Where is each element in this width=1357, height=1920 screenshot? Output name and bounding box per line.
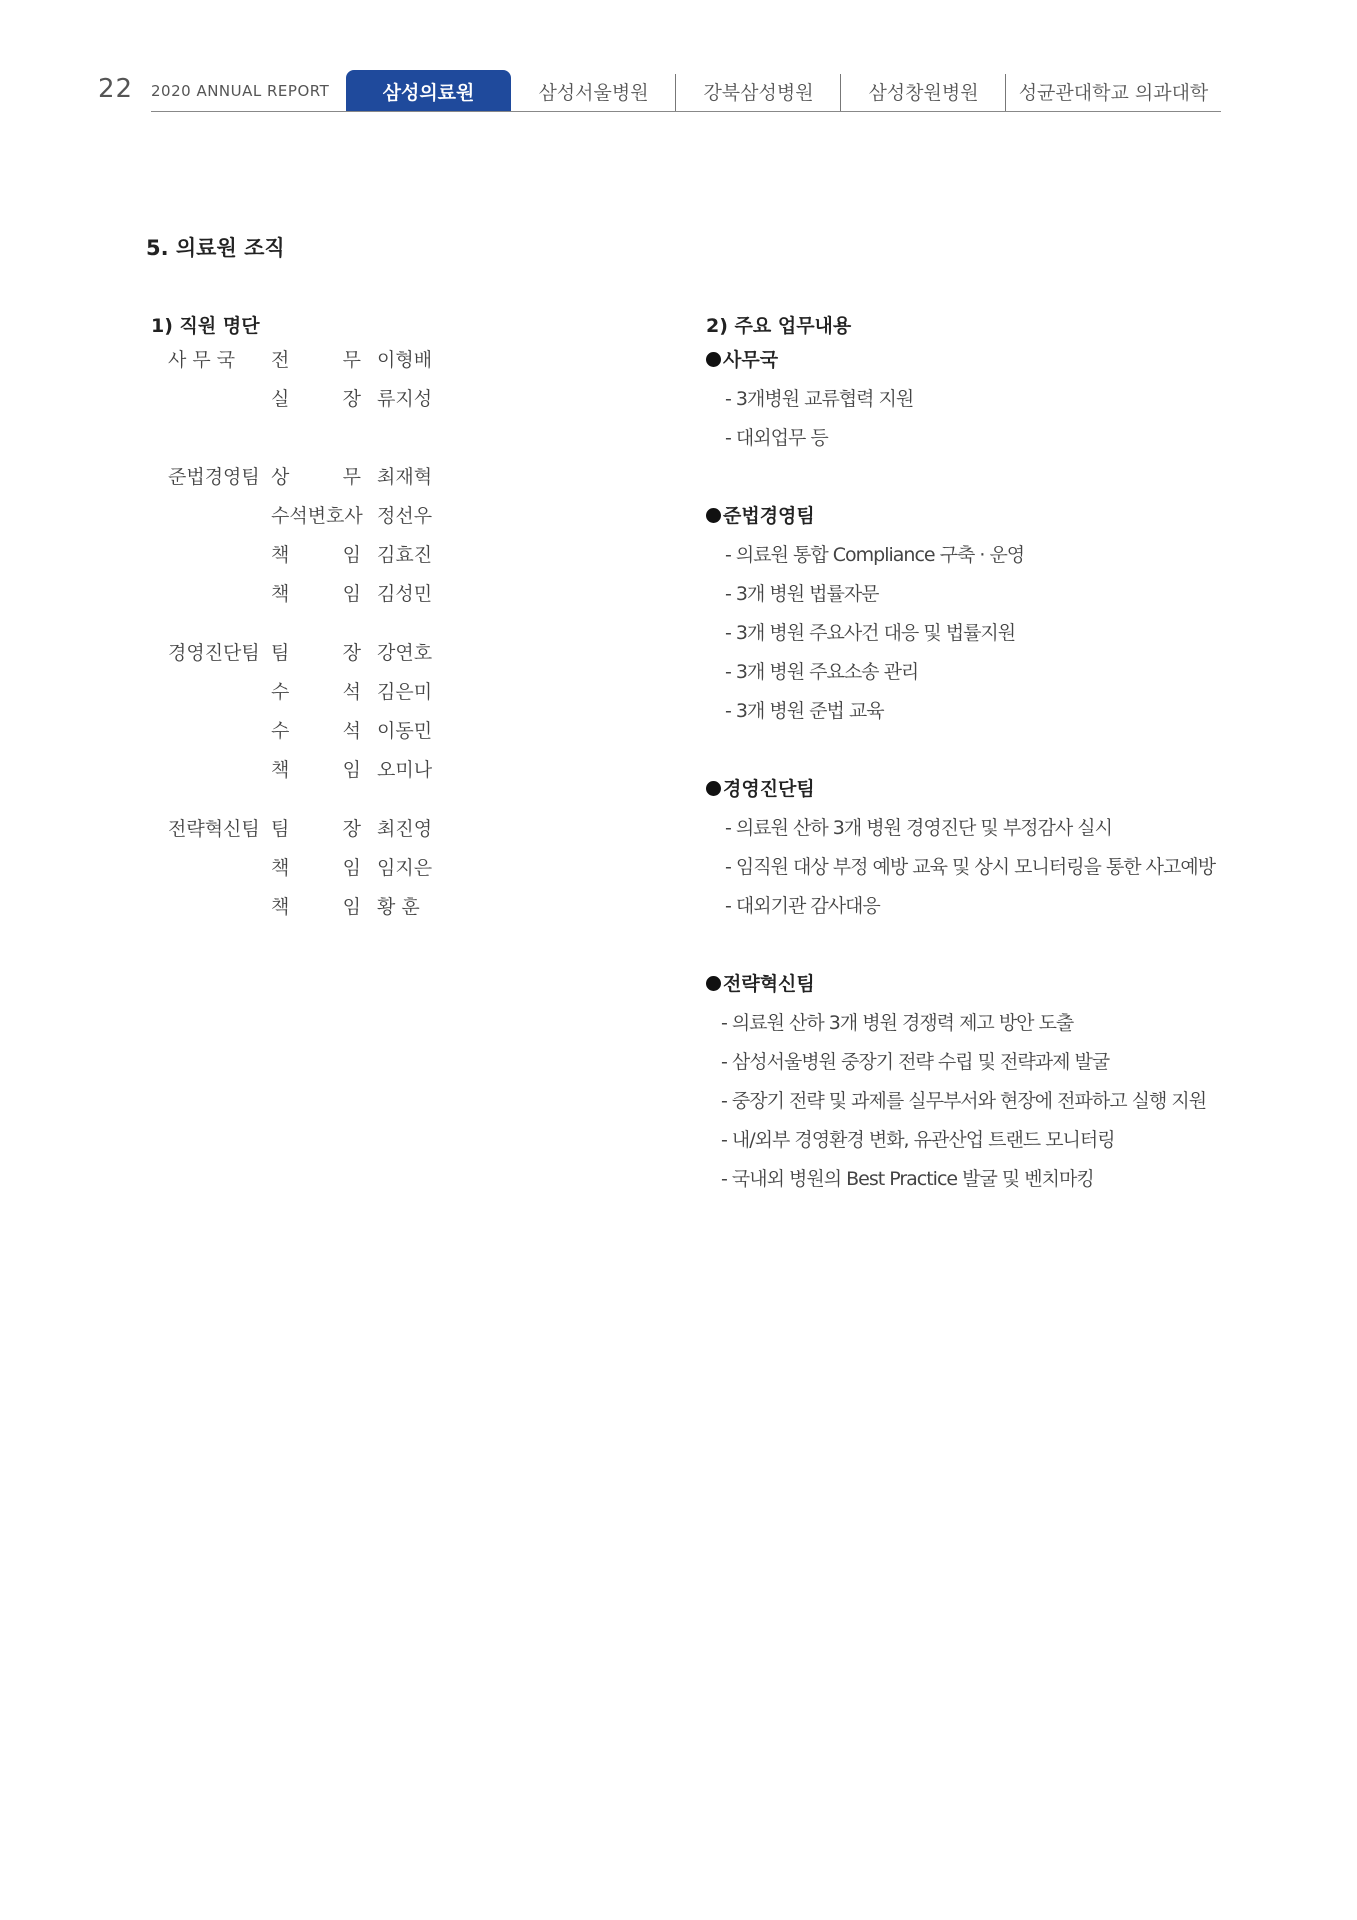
duty-group-heading	[706, 774, 815, 801]
staff-position	[271, 638, 361, 665]
duty-item: - 3개 병원 주요소송 관리	[725, 661, 919, 683]
duty-item: - 의료원 산하 3개 병원 경영진단 및 부정감사 실시	[725, 817, 1112, 839]
staff-name: 이동민	[377, 720, 433, 742]
staff-name: 김성민	[377, 583, 433, 605]
staff-position-part: 임	[342, 759, 361, 781]
page-header	[0, 0, 1357, 120]
staff-dept: 준법경영팀	[168, 466, 260, 488]
staff-position-part: 석	[342, 720, 361, 742]
staff-list-title: 1) 직원 명단	[151, 315, 260, 337]
staff-name: 황 훈	[377, 896, 420, 918]
tab-skku-medicine[interactable]: 성균관대학교 의과대학	[1018, 81, 1209, 104]
staff-name: 류지성	[377, 388, 433, 410]
duty-group-heading	[706, 501, 815, 528]
staff-dept: 사 무 국	[168, 349, 236, 371]
tab-samsung-seoul-hospital[interactable]: 삼성서울병원	[511, 70, 676, 112]
staff-name: 오미나	[377, 759, 433, 781]
staff-position-part: 책	[271, 544, 290, 566]
staff-position-part: 석	[342, 681, 361, 703]
staff-name: 정선우	[377, 505, 433, 527]
staff-position-part: 무	[342, 466, 361, 488]
duty-item: - 국내외 병원의 Best Practice 발굴 및 벤치마킹	[721, 1168, 1094, 1190]
staff-position-part: 장	[342, 388, 361, 410]
staff-position	[271, 462, 361, 489]
staff-name: 최재혁	[377, 466, 433, 488]
staff-position	[271, 677, 361, 704]
staff-position-part: 임	[342, 896, 361, 918]
duty-group-name: 전략혁신팀	[723, 973, 815, 995]
staff-dept: 경영진단팀	[168, 642, 260, 664]
staff-position-part: 수석변호사	[271, 505, 363, 527]
staff-name: 김은미	[377, 681, 433, 703]
duty-item: - 3개 병원 준법 교육	[725, 700, 884, 722]
staff-position	[271, 853, 361, 880]
duties-title: 2) 주요 업무내용	[706, 315, 852, 337]
duty-item: - 대외기관 감사대응	[725, 895, 880, 917]
staff-position	[271, 345, 361, 372]
staff-name: 강연호	[377, 642, 433, 664]
staff-name: 최진영	[377, 818, 433, 840]
duty-item: - 3개 병원 법률자문	[725, 583, 879, 605]
staff-position-part: 임	[342, 544, 361, 566]
duty-item: - 대외업무 등	[725, 427, 828, 449]
staff-position-part: 임	[342, 857, 361, 879]
staff-position-part: 수	[271, 681, 290, 703]
duty-item: - 의료원 통합 Compliance 구축 · 운영	[725, 544, 1025, 566]
bullet-icon	[706, 976, 721, 991]
duty-group-name: 준법경영팀	[723, 505, 815, 527]
staff-position-part: 전	[271, 349, 290, 371]
tab-samsung-changwon-hospital[interactable]: 삼성창원병원	[841, 70, 1006, 112]
report-title: 2020 ANNUAL REPORT	[151, 82, 330, 100]
staff-position	[271, 755, 361, 782]
staff-position	[271, 384, 361, 411]
staff-position-part: 장	[342, 642, 361, 664]
staff-position	[271, 540, 361, 567]
bullet-icon	[706, 781, 721, 796]
bullet-icon	[706, 352, 721, 367]
duty-item: - 3개 병원 주요사건 대응 및 법률지원	[725, 622, 1016, 644]
duty-item: - 3개병원 교류협력 지원	[725, 388, 914, 410]
duty-item: - 의료원 산하 3개 병원 경쟁력 제고 방안 도출	[721, 1012, 1074, 1034]
section-title: 5. 의료원 조직	[146, 236, 285, 260]
staff-position	[271, 814, 361, 841]
duty-item: - 내/외부 경영환경 변화, 유관산업 트랜드 모니터링	[721, 1129, 1115, 1151]
duty-group-name: 경영진단팀	[723, 778, 815, 800]
staff-position-part: 팀	[271, 818, 290, 840]
duty-item: - 삼성서울병원 중장기 전략 수립 및 전략과제 발굴	[721, 1051, 1110, 1073]
staff-position-part: 임	[342, 583, 361, 605]
page-number: 22	[98, 74, 134, 104]
staff-position-part: 실	[271, 388, 290, 410]
staff-position	[271, 892, 361, 919]
duty-item: - 중장기 전략 및 과제를 실무부서와 현장에 전파하고 실행 지원	[721, 1090, 1207, 1112]
staff-position-part: 책	[271, 896, 290, 918]
duty-group-heading	[706, 969, 815, 996]
staff-position	[271, 579, 361, 606]
staff-position	[271, 501, 361, 528]
staff-dept: 전략혁신팀	[168, 818, 260, 840]
bullet-icon	[706, 508, 721, 523]
staff-position-part: 수	[271, 720, 290, 742]
staff-position	[271, 716, 361, 743]
header-rule	[151, 111, 1221, 112]
staff-position-part: 장	[342, 818, 361, 840]
staff-name: 임지은	[377, 857, 433, 879]
duty-group-name: 사무국	[723, 349, 779, 371]
staff-position-part: 책	[271, 583, 290, 605]
staff-position-part: 무	[342, 349, 361, 371]
staff-name: 김효진	[377, 544, 433, 566]
staff-position-part: 상	[271, 466, 290, 488]
staff-name: 이형배	[377, 349, 433, 371]
duty-group-heading	[706, 345, 778, 372]
duty-item: - 임직원 대상 부정 예방 교육 및 상시 모니터링을 통한 사고예방	[725, 856, 1216, 878]
staff-position-part: 팀	[271, 642, 290, 664]
section-tabs	[346, 70, 1221, 112]
tab-kangbuk-samsung-hospital[interactable]: 강북삼성병원	[676, 70, 841, 112]
staff-position-part: 책	[271, 759, 290, 781]
staff-position-part: 책	[271, 857, 290, 879]
tab-samsung-medical-center[interactable]: 삼성의료원	[346, 70, 511, 112]
